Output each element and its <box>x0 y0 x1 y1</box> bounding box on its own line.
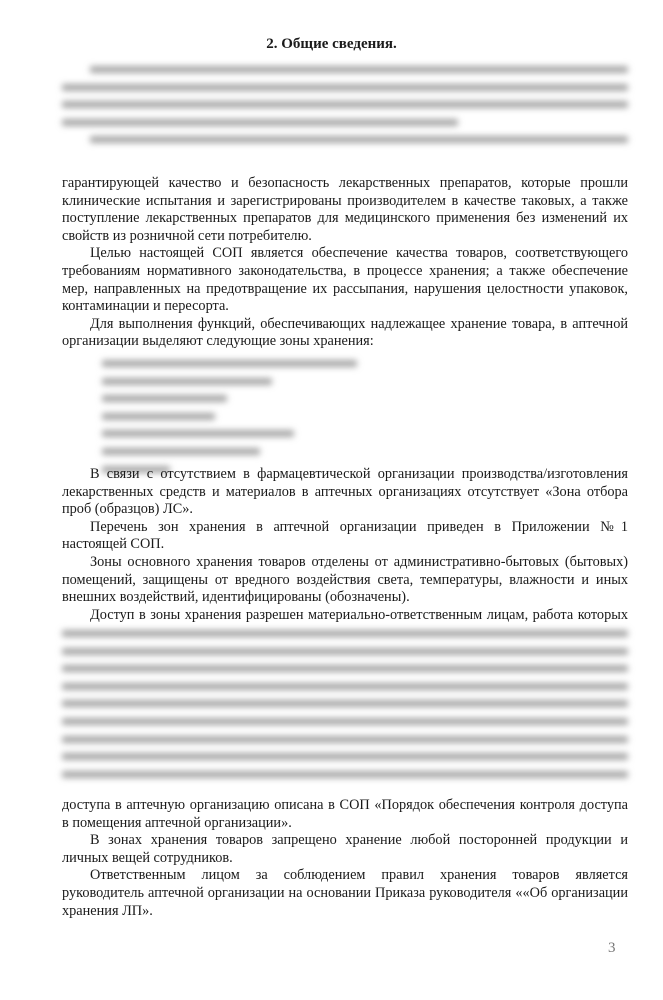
text-line: настоящей СОП. <box>62 536 165 553</box>
text-line: поступление лекарственных препаратов для медицинского применения без изменений их <box>62 210 628 227</box>
text-line: руководитель аптечной организации на основании Приказа руководителя ««Об организации <box>62 884 628 901</box>
section-title: 2. Общие сведения. <box>266 36 397 52</box>
text-line: Перечень зон хранения в аптечной организации приведен в Приложении №1 <box>90 518 628 535</box>
text-block-intro <box>62 175 628 351</box>
text-line: проб (образцов) ЛС». <box>62 501 193 518</box>
text-line: помещений, защищены от вредного воздействия света, температуры, влажности и иных <box>62 571 628 588</box>
text-line: в помещения аптечной организации». <box>62 814 292 831</box>
text-line: Зоны основного хранения товаров отделены от административно-бытовых (бытовых) <box>90 553 628 570</box>
text-line: Доступ в зоны хранения разрешен материально-ответственным лицам, работа которых <box>90 606 628 623</box>
text-line: хранения ЛП». <box>62 902 153 919</box>
text-line: мер, направленных на предотвращение их рассыпания, нарушения целостности упаковок, <box>62 280 628 297</box>
blurred-paragraph <box>62 630 628 788</box>
text-line: Целью настоящей СОП является обеспечение качества товаров, соответствующего <box>90 245 628 262</box>
text-line: Для выполнения функций, обеспечивающих надлежащее хранение товара, в аптечной <box>90 315 628 332</box>
text-line: доступа в аптечную организацию описана в СОП «Порядок обеспечения контроля доступа <box>62 797 628 813</box>
page-number: 3 <box>608 940 616 956</box>
text-line: контаминации и пересорта. <box>62 298 229 315</box>
text-line: внешних воздействий, идентифицированы (обозначены). <box>62 589 410 606</box>
text-block-zones <box>62 466 628 624</box>
text-line: Ответственным лицом за соблюдением правил хранения товаров является <box>90 867 628 884</box>
text-line: гарантирующей качество и безопасность лекарственных препаратов, которые прошли <box>62 175 628 191</box>
text-line: личных вещей сотрудников. <box>62 849 233 866</box>
text-line: свойств из розничной сети потребителю. <box>62 227 312 244</box>
text-line: В зонах хранения товаров запрещено хранение любой посторонней продукции и <box>90 832 628 849</box>
blurred-paragraph <box>62 66 628 154</box>
text-line: организации выделяют следующие зоны хранения: <box>62 333 374 350</box>
text-line: клинические испытания и зарегистрированы производителем в качестве таковых, а также <box>62 192 628 209</box>
text-line: В связи с отсутствием в фармацевтической организации производства/изготовления <box>90 466 628 482</box>
text-line: лекарственных средств и материалов в аптечных организациях отсутствует «Зона отбора <box>62 483 628 500</box>
text-block-access <box>62 797 628 920</box>
text-line: требованиям нормативного законодательства, в процессе хранения; а также обеспечение <box>62 262 628 279</box>
blurred-zone-list <box>62 360 628 483</box>
